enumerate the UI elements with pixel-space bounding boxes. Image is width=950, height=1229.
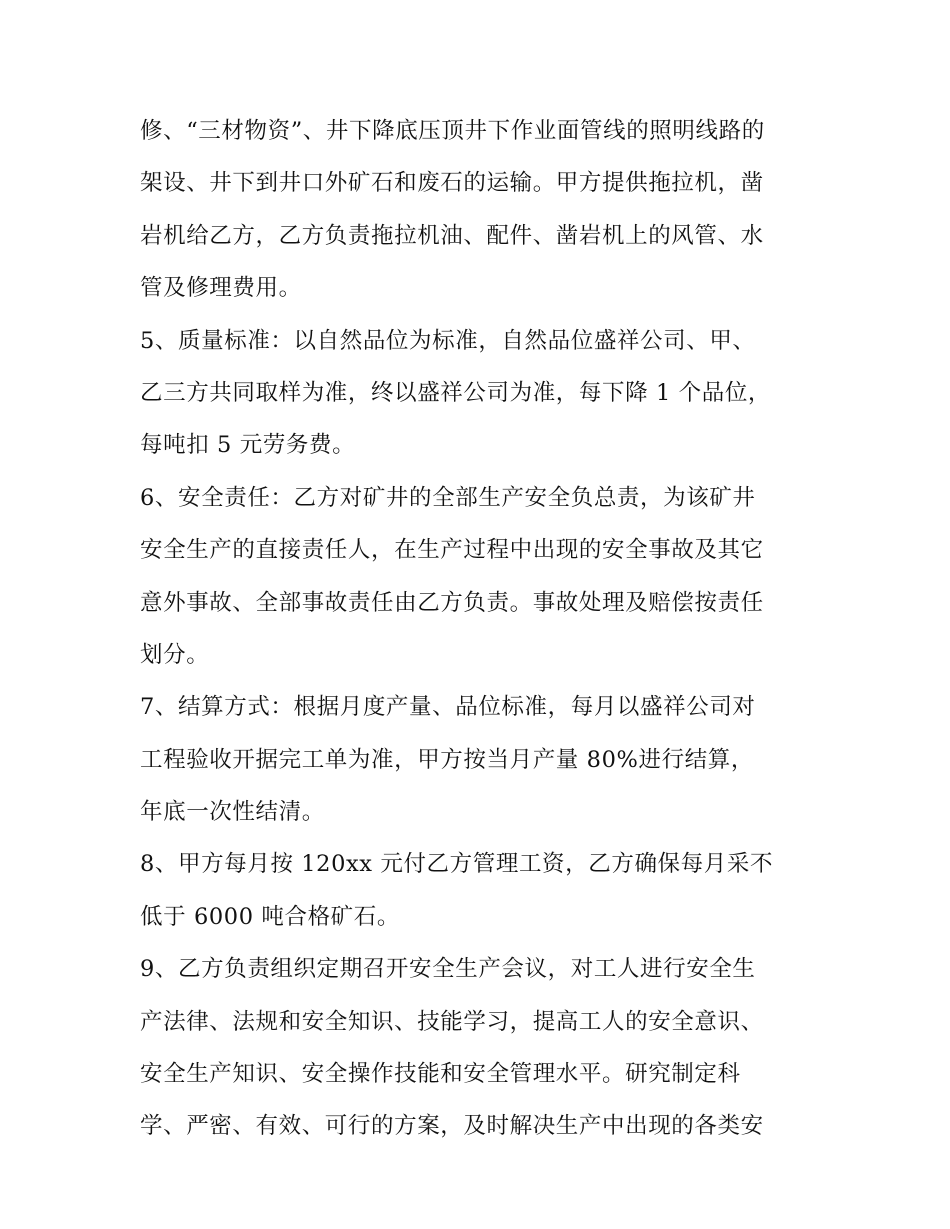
text-line: 学、严密、有效、可行的方案，及时解决生产中出现的各类安 [140, 1113, 764, 1140]
clause-6-line: 6、安全责任：乙方对矿井的全部生产安全负总责，为该矿井 [140, 484, 756, 511]
text-line: 年底一次性结清。 [140, 799, 325, 826]
text-line: 修、“三材物资”、井下降底压顶井下作业面管线的照明线路的 [140, 118, 765, 144]
contract-body-text [140, 105, 820, 1153]
text-line: 产法律、法规和安全知识、技能学习，提高工人的安全意识、 [140, 1008, 764, 1035]
clause-9-line: 9、乙方负责组织定期召开安全生产会议，对工人进行安全生 [140, 956, 756, 983]
clause-7-line: 7、结算方式：根据月度产量、品位标准，每月以盛祥公司对 [140, 694, 756, 721]
text-line: 安全生产知识、安全操作技能和安全管理水平。研究制定科 [140, 1061, 741, 1088]
text-line: 岩机给乙方，乙方负责拖拉机油、配件、凿岩机上的风管、水 [140, 222, 764, 249]
text-line: 工程验收开据完工单为准，甲方按当月产量 80%进行结算， [140, 746, 754, 773]
text-line: 意外事故、全部事故责任由乙方负责。事故处理及赔偿按责任 [140, 589, 764, 616]
clause-5-line: 5、质量标准：以自然品位为标准，自然品位盛祥公司、甲、 [140, 327, 756, 354]
text-line: 架设、井下到井口外矿石和废石的运输。甲方提供拖拉机，凿 [140, 170, 764, 197]
text-line: 安全生产的直接责任人，在生产过程中出现的安全事故及其它 [140, 537, 764, 564]
text-line: 管及修理费用。 [140, 275, 302, 302]
text-line: 乙三方共同取样为准，终以盛祥公司为准，每下降 1 个品位， [140, 379, 772, 406]
text-line: 每吨扣 5 元劳务费。 [140, 432, 356, 459]
text-line: 划分。 [140, 641, 210, 668]
clause-8-line: 8、甲方每月按 120xx 元付乙方管理工资，乙方确保每月采不 [140, 851, 774, 878]
text-line: 低于 6000 吨合格矿石。 [140, 903, 400, 930]
